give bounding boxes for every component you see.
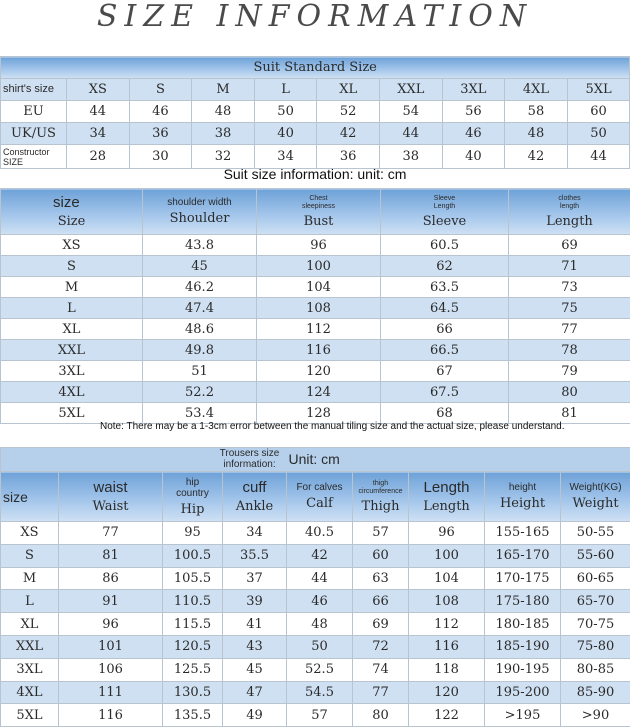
standard-row-label: UK/US <box>1 123 67 145</box>
trousers-value-cell: 116 <box>59 704 163 727</box>
trousers-value-cell: 70-75 <box>561 613 630 636</box>
suit-value-cell: 71 <box>509 256 630 277</box>
trousers-header-cell <box>561 472 630 522</box>
standard-cell: M <box>192 79 255 101</box>
suit-value-cell: 67.5 <box>381 382 509 403</box>
standard-cell: 44 <box>567 145 630 169</box>
suit-size-cell: XXL <box>1 340 143 361</box>
standard-cell: 36 <box>317 145 380 169</box>
trousers-header-main: Calf <box>306 496 333 511</box>
suit-value-cell: 60.5 <box>381 235 509 256</box>
trousers-value-cell: 50-55 <box>561 522 630 545</box>
suit-value-cell: 48.6 <box>143 319 257 340</box>
trousers-value-cell: 108 <box>409 590 485 613</box>
trousers-value-cell: 130.5 <box>163 681 223 704</box>
standard-cell: 32 <box>192 145 255 169</box>
trousers-value-cell: 50 <box>287 635 353 658</box>
suit-row <box>1 340 630 361</box>
trousers-header-cell <box>409 472 485 522</box>
suit-value-cell: 66.5 <box>381 340 509 361</box>
suit-value-cell: 43.8 <box>143 235 257 256</box>
trousers-value-cell: 96 <box>59 613 163 636</box>
trousers-row <box>1 522 630 545</box>
trousers-value-cell: 77 <box>59 522 163 545</box>
trousers-header-small: hip country <box>176 476 209 499</box>
trousers-header-main: Thigh <box>361 498 400 514</box>
trousers-value-cell: 47 <box>223 681 287 704</box>
trousers-value-cell: 44 <box>287 567 353 590</box>
standard-cell: 44 <box>67 101 130 123</box>
trousers-value-cell: >195 <box>485 704 561 727</box>
standard-cell: 48 <box>505 123 568 145</box>
trousers-value-cell: 96 <box>409 522 485 545</box>
suit-value-cell: 78 <box>509 340 630 361</box>
trousers-value-cell: 95 <box>163 522 223 545</box>
standard-row <box>1 123 630 145</box>
standard-cell: 52 <box>317 101 380 123</box>
standard-cell: XS <box>67 79 130 101</box>
standard-cell: XL <box>317 79 380 101</box>
suit-value-cell: 116 <box>257 340 381 361</box>
trousers-size-cell: 3XL <box>1 658 59 681</box>
trousers-value-cell: 116 <box>409 635 485 658</box>
suit-value-cell: 77 <box>509 319 630 340</box>
standard-cell: 54 <box>379 101 442 123</box>
standard-row <box>1 101 630 123</box>
trousers-size-cell: 5XL <box>1 704 59 727</box>
suit-value-cell: 80 <box>509 382 630 403</box>
standard-cell: 60 <box>567 101 630 123</box>
trousers-size-cell: S <box>1 544 59 567</box>
suit-value-cell: 49.8 <box>143 340 257 361</box>
trousers-size-cell: M <box>1 567 59 590</box>
trousers-header-cell <box>353 472 409 522</box>
suit-size-cell: S <box>1 256 143 277</box>
trousers-header-main: Weight <box>572 496 619 511</box>
trousers-value-cell: >90 <box>561 704 630 727</box>
suit-header-main: Size <box>57 214 86 229</box>
suit-caption: Suit size information: unit: cm <box>223 166 407 182</box>
trousers-header-small: For calves <box>296 482 343 493</box>
trousers-value-cell: 190-195 <box>485 658 561 681</box>
trousers-header-cell <box>223 472 287 522</box>
trousers-value-cell: 57 <box>353 522 409 545</box>
trousers-value-cell: 195-200 <box>485 681 561 704</box>
standard-cell: 3XL <box>442 79 505 101</box>
standard-cell: 36 <box>129 123 192 145</box>
standard-cell: 40 <box>442 145 505 169</box>
trousers-unit: Unit: cm <box>288 451 340 467</box>
suit-size-table <box>0 188 630 424</box>
trousers-value-cell: 72 <box>353 635 409 658</box>
trousers-value-cell: 48 <box>287 613 353 636</box>
trousers-size-cell: XXL <box>1 635 59 658</box>
suit-header-small: Sleeve Length <box>433 194 456 210</box>
trousers-value-cell: 165-170 <box>485 544 561 567</box>
suit-row <box>1 277 630 298</box>
trousers-value-cell: 34 <box>223 522 287 545</box>
suit-header-row <box>1 189 630 235</box>
trousers-value-cell: 41 <box>223 613 287 636</box>
trousers-header-small: cuff <box>242 479 267 496</box>
suit-value-cell: 62 <box>381 256 509 277</box>
suit-size-cell: L <box>1 298 143 319</box>
trousers-row <box>1 635 630 658</box>
trousers-size-cell: XL <box>1 613 59 636</box>
trousers-value-cell: 43 <box>223 635 287 658</box>
standard-cell: 34 <box>67 123 130 145</box>
trousers-value-cell: 80-85 <box>561 658 630 681</box>
trousers-header-main: Length <box>423 499 470 514</box>
suit-header-small: Chest sleepiness <box>301 194 336 210</box>
trousers-value-cell: 66 <box>353 590 409 613</box>
suit-value-cell: 104 <box>257 277 381 298</box>
standard-cell: 38 <box>379 145 442 169</box>
trousers-value-cell: 110.5 <box>163 590 223 613</box>
trousers-value-cell: 60-65 <box>561 567 630 590</box>
trousers-value-cell: 170-175 <box>485 567 561 590</box>
suit-header-main: Bust <box>303 213 334 229</box>
suit-header-small: shoulder width <box>167 197 232 208</box>
trousers-value-cell: 105.5 <box>163 567 223 590</box>
trousers-value-cell: 42 <box>287 544 353 567</box>
suit-header-cell <box>509 189 630 235</box>
standard-cell: 58 <box>505 101 568 123</box>
trousers-value-cell: 180-185 <box>485 613 561 636</box>
trousers-row <box>1 681 630 704</box>
suit-header-cell <box>1 189 143 235</box>
standard-cell: 4XL <box>505 79 568 101</box>
trousers-row <box>1 544 630 567</box>
trousers-value-cell: 52.5 <box>287 658 353 681</box>
trousers-header-small: waist <box>93 479 128 496</box>
suit-value-cell: 47.4 <box>143 298 257 319</box>
suit-value-cell: 128 <box>257 403 381 424</box>
standard-cell: 50 <box>254 101 317 123</box>
suit-header-main: Sleeve <box>422 213 467 229</box>
suit-size-cell: XL <box>1 319 143 340</box>
trousers-header-main: Waist <box>92 499 129 514</box>
suit-value-cell: 100 <box>257 256 381 277</box>
suit-standard-header: Suit Standard Size <box>1 57 630 79</box>
suit-row <box>1 256 630 277</box>
suit-value-cell: 120 <box>257 361 381 382</box>
standard-cell: 42 <box>317 123 380 145</box>
trousers-value-cell: 85-90 <box>561 681 630 704</box>
standard-cell: 46 <box>442 123 505 145</box>
standard-cell: 38 <box>192 123 255 145</box>
suit-value-cell: 67 <box>381 361 509 382</box>
suit-value-cell: 69 <box>509 235 630 256</box>
trousers-header-small: height <box>508 482 537 493</box>
standard-row-label: EU <box>1 101 67 123</box>
trousers-value-cell: 45 <box>223 658 287 681</box>
suit-size-cell: M <box>1 277 143 298</box>
suit-header-cell <box>381 189 509 235</box>
trousers-value-cell: 104 <box>409 567 485 590</box>
trousers-value-cell: 120 <box>409 681 485 704</box>
trousers-value-cell: 57 <box>287 704 353 727</box>
trousers-value-cell: 91 <box>59 590 163 613</box>
suit-value-cell: 46.2 <box>143 277 257 298</box>
suit-value-cell: 108 <box>257 298 381 319</box>
suit-header-main: Length <box>546 213 593 229</box>
suit-size-cell: 4XL <box>1 382 143 403</box>
suit-row <box>1 361 630 382</box>
trousers-value-cell: 81 <box>59 544 163 567</box>
page-title: SIZE INFORMATION <box>96 0 534 34</box>
trousers-value-cell: 49 <box>223 704 287 727</box>
trousers-header-small: Length <box>423 479 470 496</box>
trousers-value-cell: 122 <box>409 704 485 727</box>
suit-value-cell: 52.2 <box>143 382 257 403</box>
trousers-header-small: Weight(KG) <box>569 482 622 493</box>
standard-cell: 5XL <box>567 79 630 101</box>
trousers-caption: Trousers size information: <box>219 448 280 470</box>
trousers-row <box>1 590 630 613</box>
suit-header-cell <box>143 189 257 235</box>
standard-cell: 48 <box>192 101 255 123</box>
suit-header-cell <box>257 189 381 235</box>
suit-row <box>1 298 630 319</box>
note-text: Note: There may be a 1-3cm error between the manual tiling size and the actual size, please understand. <box>100 421 565 432</box>
trousers-value-cell: 40.5 <box>287 522 353 545</box>
standard-cell: S <box>129 79 192 101</box>
trousers-size-table <box>0 447 630 727</box>
trousers-row <box>1 613 630 636</box>
trousers-size-label: size <box>1 472 59 522</box>
standard-cell: 30 <box>129 145 192 169</box>
trousers-header-cell <box>485 472 561 522</box>
trousers-header-cell <box>287 472 353 522</box>
suit-header-small: clothes length <box>558 194 581 210</box>
standard-cell: 40 <box>254 123 317 145</box>
suit-value-cell: 53.4 <box>143 403 257 424</box>
suit-value-cell: 124 <box>257 382 381 403</box>
trousers-value-cell: 185-190 <box>485 635 561 658</box>
trousers-size-cell: XS <box>1 522 59 545</box>
trousers-value-cell: 54.5 <box>287 681 353 704</box>
trousers-value-cell: 100 <box>409 544 485 567</box>
trousers-size-cell: L <box>1 590 59 613</box>
trousers-value-cell: 35.5 <box>223 544 287 567</box>
trousers-value-cell: 39 <box>223 590 287 613</box>
trousers-value-cell: 155-165 <box>485 522 561 545</box>
trousers-header-main: Ankle <box>235 499 274 514</box>
suit-value-cell: 63.5 <box>381 277 509 298</box>
suit-header-small: size <box>53 194 80 211</box>
suit-value-cell: 81 <box>509 403 630 424</box>
trousers-header-cell <box>163 472 223 522</box>
trousers-value-cell: 118 <box>409 658 485 681</box>
trousers-value-cell: 80 <box>353 704 409 727</box>
trousers-size-cell: 4XL <box>1 681 59 704</box>
suit-size-cell: XS <box>1 235 143 256</box>
suit-value-cell: 73 <box>509 277 630 298</box>
trousers-value-cell: 46 <box>287 590 353 613</box>
suit-size-cell: 3XL <box>1 361 143 382</box>
suit-row <box>1 319 630 340</box>
trousers-value-cell: 112 <box>409 613 485 636</box>
suit-value-cell: 96 <box>257 235 381 256</box>
standard-cell: 44 <box>379 123 442 145</box>
trousers-header-row <box>1 472 630 522</box>
standard-row <box>1 79 630 101</box>
suit-value-cell: 51 <box>143 361 257 382</box>
standard-cell: 56 <box>442 101 505 123</box>
trousers-row <box>1 567 630 590</box>
trousers-value-cell: 120.5 <box>163 635 223 658</box>
suit-value-cell: 45 <box>143 256 257 277</box>
suit-standard-size-table <box>0 56 630 169</box>
trousers-value-cell: 77 <box>353 681 409 704</box>
trousers-value-cell: 74 <box>353 658 409 681</box>
trousers-value-cell: 135.5 <box>163 704 223 727</box>
trousers-value-cell: 37 <box>223 567 287 590</box>
suit-value-cell: 68 <box>381 403 509 424</box>
trousers-header-main: Height <box>499 496 546 511</box>
trousers-value-cell: 86 <box>59 567 163 590</box>
trousers-header-small: thigh circumference <box>358 479 403 495</box>
trousers-row <box>1 704 630 727</box>
suit-row <box>1 235 630 256</box>
standard-cell: 50 <box>567 123 630 145</box>
standard-cell: 28 <box>67 145 130 169</box>
standard-cell: XXL <box>379 79 442 101</box>
trousers-value-cell: 75-80 <box>561 635 630 658</box>
suit-value-cell: 75 <box>509 298 630 319</box>
trousers-value-cell: 55-60 <box>561 544 630 567</box>
trousers-value-cell: 125.5 <box>163 658 223 681</box>
trousers-value-cell: 115.5 <box>163 613 223 636</box>
standard-row-label: shirt's size <box>1 79 67 101</box>
suit-value-cell: 79 <box>509 361 630 382</box>
standard-cell: 34 <box>254 145 317 169</box>
trousers-header-cell <box>59 472 163 522</box>
trousers-unit-cell <box>287 448 630 472</box>
trousers-header-main: Hip <box>180 501 205 517</box>
trousers-value-cell: 101 <box>59 635 163 658</box>
trousers-value-cell: 106 <box>59 658 163 681</box>
suit-value-cell: 66 <box>381 319 509 340</box>
standard-cell: 42 <box>505 145 568 169</box>
trousers-value-cell: 175-180 <box>485 590 561 613</box>
trousers-value-cell: 65-70 <box>561 590 630 613</box>
trousers-value-cell: 69 <box>353 613 409 636</box>
suit-row <box>1 382 630 403</box>
suit-header-main: Shoulder <box>169 211 230 226</box>
suit-value-cell: 112 <box>257 319 381 340</box>
trousers-row <box>1 658 630 681</box>
suit-value-cell: 64.5 <box>381 298 509 319</box>
standard-row-label: Constructor SIZE <box>1 145 67 169</box>
standard-row <box>1 145 630 169</box>
trousers-caption-cell <box>59 448 287 472</box>
trousers-value-cell: 111 <box>59 681 163 704</box>
trousers-value-cell: 63 <box>353 567 409 590</box>
trousers-value-cell: 60 <box>353 544 409 567</box>
standard-cell: L <box>254 79 317 101</box>
trousers-value-cell: 100.5 <box>163 544 223 567</box>
standard-cell: 46 <box>129 101 192 123</box>
suit-size-cell: 5XL <box>1 403 143 424</box>
